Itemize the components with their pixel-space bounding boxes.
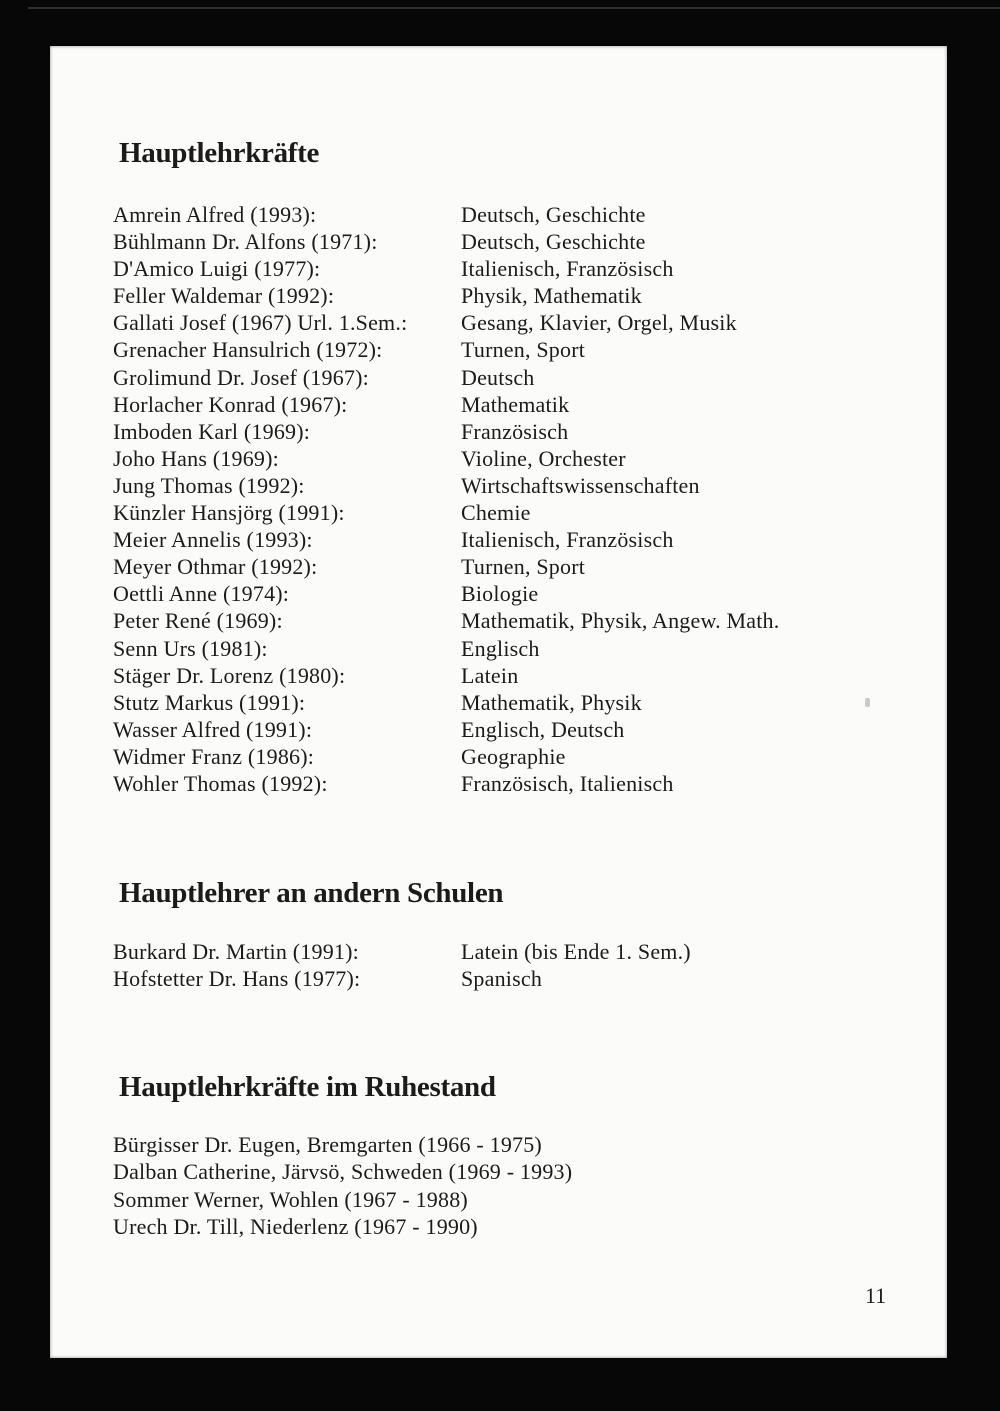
teacher-name: Stäger Dr. Lorenz (1980): <box>113 662 346 688</box>
table-row <box>113 608 779 635</box>
teacher-subjects: Deutsch, Geschichte <box>461 229 646 255</box>
teacher-name: Meyer Othmar (1992): <box>113 554 318 580</box>
table-row <box>113 690 779 717</box>
teacher-name: D'Amico Luigi (1977): <box>113 256 321 282</box>
teacher-subjects: Turnen, Sport <box>461 337 586 363</box>
teacher-list-main <box>113 202 779 798</box>
teacher-subjects: Deutsch <box>461 364 535 390</box>
teacher-name: Stutz Markus (1991): <box>113 689 306 715</box>
table-row <box>113 771 779 798</box>
table-row <box>113 636 779 663</box>
section-title-main: Hauptlehrkräfte <box>119 137 320 169</box>
teacher-subjects: Italienisch, Französisch <box>461 256 674 282</box>
teacher-subjects: Gesang, Klavier, Orgel, Musik <box>461 310 737 336</box>
teacher-name: Jung Thomas (1992): <box>113 472 305 498</box>
table-row <box>113 554 779 581</box>
teacher-subjects: Deutsch, Geschichte <box>461 202 646 227</box>
list-item: Sommer Werner, Wohlen (1967 - 1988) <box>113 1186 468 1212</box>
teacher-name: Gallati Josef (1967) Url. 1.Sem.: <box>113 310 408 336</box>
teacher-name: Künzler Hansjörg (1991): <box>113 500 345 526</box>
table-row <box>113 256 779 283</box>
table-row <box>113 202 779 229</box>
list-item: Urech Dr. Till, Niederlenz (1967 - 1990) <box>113 1213 478 1239</box>
teacher-name: Bühlmann Dr. Alfons (1971): <box>113 229 378 255</box>
document-page <box>50 46 947 1358</box>
table-row <box>113 392 779 419</box>
teacher-subjects: Chemie <box>461 500 531 526</box>
teacher-name: Horlacher Konrad (1967): <box>113 391 348 417</box>
list-item: Dalban Catherine, Järvsö, Schweden (1969 - 1993) <box>113 1159 573 1185</box>
teacher-subjects: Mathematik, Physik, Angew. Math. <box>461 608 780 634</box>
teacher-subjects: Violine, Orchester <box>461 445 626 471</box>
table-row <box>113 581 779 608</box>
teacher-name: Senn Urs (1981): <box>113 635 268 661</box>
teacher-list-other-schools <box>113 939 691 993</box>
table-row <box>113 744 779 771</box>
table-row <box>113 283 779 310</box>
teacher-subjects: Mathematik <box>461 391 570 417</box>
teacher-name: Oettli Anne (1974): <box>113 581 290 607</box>
teacher-subjects: Spanisch <box>461 966 543 992</box>
scan-artifact-line <box>28 7 1000 9</box>
teacher-name: Hofstetter Dr. Hans (1977): <box>113 966 361 992</box>
teacher-subjects: Geographie <box>461 743 566 769</box>
page-number: 11 <box>865 1283 887 1308</box>
teacher-subjects: Biologie <box>461 581 539 607</box>
teacher-name: Meier Annelis (1993): <box>113 527 313 553</box>
teacher-subjects: Turnen, Sport <box>461 554 586 580</box>
teacher-name: Amrein Alfred (1993): <box>113 202 317 227</box>
teacher-name: Wasser Alfred (1991): <box>113 716 313 742</box>
teacher-subjects: Französisch, Italienisch <box>461 770 674 796</box>
section-title-retired: Hauptlehrkräfte im Ruhestand <box>119 1071 496 1103</box>
table-row <box>113 473 779 500</box>
retired-list <box>113 1132 572 1241</box>
table-row <box>113 365 779 392</box>
teacher-subjects: Physik, Mathematik <box>461 283 642 309</box>
teacher-name: Widmer Franz (1986): <box>113 743 315 769</box>
table-row <box>113 527 779 554</box>
teacher-subjects: Latein <box>461 662 519 688</box>
teacher-subjects: Wirtschaftswissenschaften <box>461 472 700 498</box>
teacher-name: Grolimund Dr. Josef (1967): <box>113 364 369 390</box>
table-row <box>113 663 779 690</box>
teacher-subjects: Mathematik, Physik <box>461 689 642 715</box>
teacher-name: Imboden Karl (1969): <box>113 418 311 444</box>
teacher-name: Wohler Thomas (1992): <box>113 770 328 796</box>
teacher-name: Grenacher Hansulrich (1972): <box>113 337 383 363</box>
teacher-name: Burkard Dr. Martin (1991): <box>113 939 359 964</box>
table-row <box>113 446 779 473</box>
teacher-subjects: Italienisch, Französisch <box>461 527 674 553</box>
teacher-name: Joho Hans (1969): <box>113 445 279 471</box>
table-row <box>113 229 779 256</box>
table-row <box>113 310 779 337</box>
table-row <box>113 419 779 446</box>
teacher-subjects: Französisch <box>461 418 569 444</box>
teacher-name: Peter René (1969): <box>113 608 283 634</box>
teacher-subjects: Englisch <box>461 635 540 661</box>
table-row <box>113 500 779 527</box>
table-row <box>113 337 779 364</box>
scan-artifact-speck <box>865 698 870 707</box>
teacher-subjects: Englisch, Deutsch <box>461 716 625 742</box>
table-row <box>113 939 691 966</box>
table-row <box>113 717 779 744</box>
teacher-name: Feller Waldemar (1992): <box>113 283 335 309</box>
list-item: Bürgisser Dr. Eugen, Bremgarten (1966 - 1975) <box>113 1132 542 1157</box>
teacher-subjects: Latein (bis Ende 1. Sem.) <box>461 939 691 964</box>
table-row <box>113 966 691 993</box>
section-title-other-schools: Hauptlehrer an andern Schulen <box>119 877 504 909</box>
